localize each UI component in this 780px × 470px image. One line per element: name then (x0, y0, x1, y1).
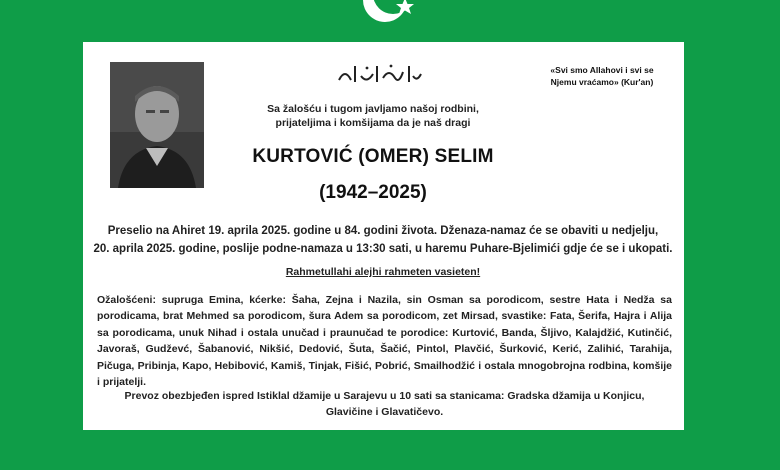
deceased-name: KURTOVIĆ (OMER) SELIM (252, 146, 494, 167)
obituary-card (83, 42, 684, 430)
intro-line-2: prijateljima i komšijama da je naš dragi (275, 117, 471, 129)
transport-line-1: Prevoz obezbjeđen ispred Istiklal džamije u Sarajevu u 10 sati sa stanicama: Gradska džamija u Konjicu, (124, 390, 645, 402)
prayer-line: Rahmetullahi alejhi rahmeten vasieten! (285, 266, 481, 278)
arabic-calligraphy-icon (333, 62, 423, 88)
quote-line-1: «Svi smo Allahovi i svi se (550, 65, 654, 75)
transport-info (97, 388, 672, 421)
deceased-photo (110, 62, 204, 188)
quran-quote (538, 64, 666, 88)
funeral-announcement (93, 222, 673, 258)
intro-text (223, 102, 523, 130)
transport-line-2: Glavičine i Glavatičevo. (325, 406, 444, 419)
crescent-star-icon (345, 0, 435, 30)
quote-line-2: Njemu vraćamo» (Kur'an) (550, 77, 654, 87)
life-years: (1942–2025) (319, 182, 427, 203)
mourners-list: Ožalošćeni: supruga Emina, kćerke: Šaha, Zejna i Nazila, sin Osman sa porodicom, sestre Hata i Nedža sa porodicama, brat Mehmed sa porodicom, šura Adem sa porodicom, zet Mirsad, svastike: Fata, Šerifa, Hajra i Alija sa porodicama, unuk Nihad i ostala unučad i praunučad te porodice: Kurtović, Banda, Šljivo, Kalajdžić, Kutinčić, Javoraš, Gudževć, Šabanović, Nikšić, Dedović, Šuta, Šačić, Pintol, Plavčić, Šurković, Kerić, Zalihić, Tarahija, Pičuga, Pribinja, Kapo, Hebibović, Kamiš, Tinjak, Fišić, Pobrić, Smailhodžić i ostala mnogobrojna rodbina, komšije i prijatelji. (97, 294, 672, 389)
announce-line-2: 20. aprila 2025. godine, poslije podne-namaza u 13:30 sati, u haremu Puhare-Bjelimići gdje će se i ukopati. (93, 243, 673, 255)
announce-line-1: Preselio na Ahiret 19. aprila 2025. godine u 84. godini života. Dženaza-namaz će se obaviti u nedjelju, (107, 225, 659, 237)
intro-line-1: Sa žalošću i tugom javljamo našoj rodbini, (267, 103, 479, 115)
